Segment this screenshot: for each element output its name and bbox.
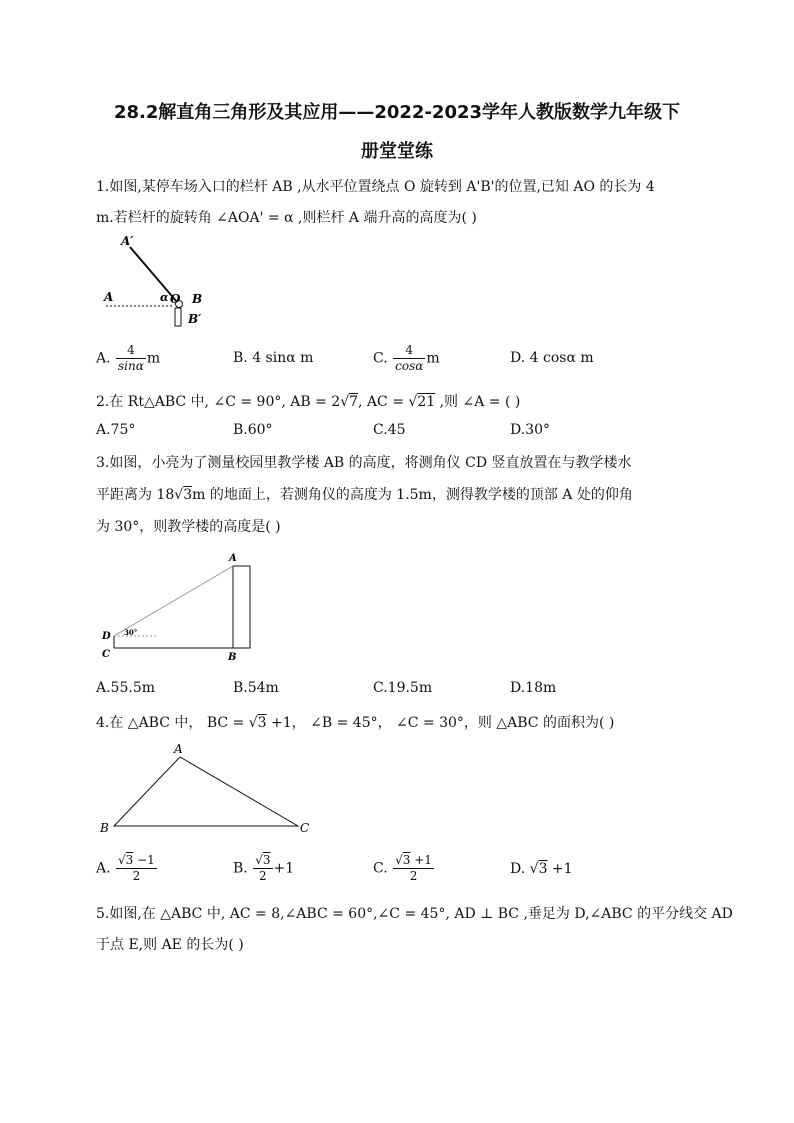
q4-option-c-numerator-rest: +1 [410, 853, 432, 867]
q1-option-a[interactable] [96, 343, 160, 374]
q4-option-d-rest: +1 [547, 861, 573, 877]
q4-option-c-radicand: 3 [402, 853, 411, 867]
q1-label-a-prime: A′ [121, 234, 134, 248]
q3-angle-label: 30° [124, 628, 138, 637]
q2-option-c[interactable]: C.45 [373, 422, 406, 438]
q1-option-a-unit: m [146, 350, 161, 367]
q3-label-c: C [102, 649, 110, 660]
q1-stem-line-1: 1.如图,某停车场入口的栏杆 AB ,从水平位置绕点 O 旋转到 A'B'的位置,已知 AO 的长为 4 [96, 179, 655, 195]
q3-stem-line-2: 平距离为 18√3m 的地面上，若测角仪的高度为 1.5m，测得教学楼的顶部 A 处的仰角 [96, 487, 633, 503]
q4-option-a-fraction [116, 853, 157, 884]
q1-option-a-numerator: 4 [116, 343, 146, 359]
title-line-1: 28.2解直角三角形及其应用——2022-2023学年人教版数学九年级下 [113, 102, 681, 123]
q4-option-d[interactable]: D. √3 +1 [510, 861, 573, 877]
q2-stem-part-2: , AC = [358, 394, 409, 410]
q4-option-c-label: C. [373, 860, 388, 877]
q1-label-o: O [170, 292, 181, 306]
q4-option-a-numerator: √3 −1 [118, 853, 155, 867]
q4-option-a-numerator-rest: −1 [133, 853, 155, 867]
q1-label-a: A [104, 290, 114, 304]
q4-stem-part-1: 4.在 △ABC 中， BC = [96, 715, 249, 731]
q3-option-c[interactable]: C.19.5m [373, 680, 433, 696]
q1-option-a-label: A. [96, 350, 111, 367]
q4-option-a-denominator: 2 [132, 869, 141, 883]
q3-label-b: B [228, 652, 237, 663]
q3-label-d: D [102, 631, 111, 642]
q1-option-c-unit: m [426, 350, 440, 367]
q4-option-c[interactable] [373, 853, 435, 884]
q1-option-a-fraction [116, 343, 146, 374]
q4-label-a: A [174, 742, 183, 756]
q1-label-alpha: α [160, 291, 169, 304]
q2-radicand-2: 21 [417, 394, 436, 410]
q4-option-a[interactable] [96, 853, 158, 884]
q4-label-b: B [100, 821, 109, 835]
q5-stem-line-2: 于点 E,则 AE 的长为( ) [96, 937, 244, 953]
q2-stem: 2.在 Rt△ABC 中, ∠C = 90°, AB = 2√7, AC = √21 ,则 ∠A = ( ) [96, 394, 521, 410]
q3-stem-line-3: 为 30°，则教学楼的高度是( ) [96, 519, 281, 535]
q4-label-c: C [300, 821, 310, 835]
q1-post [175, 308, 181, 326]
q1-figure [98, 232, 213, 332]
q4-option-b-numerator: √3 [255, 853, 271, 867]
q1-label-b-prime: B′ [188, 312, 202, 326]
q3-building [233, 566, 250, 648]
q1-option-b[interactable]: B. 4 sinα m [233, 350, 314, 366]
q4-triangle [114, 757, 298, 826]
q5-stem-line-1: 5.如图,在 △ABC 中, AC = 8,∠ABC = 60°,∠C = 45°, AD ⊥ BC ,垂足为 D,∠ABC 的平分线交 AD [96, 906, 733, 922]
q1-option-c-denominator: cosα [395, 359, 424, 373]
q2-stem-part-1: 2.在 Rt△ABC 中, ∠C = 90°, AB = 2 [96, 394, 341, 410]
q3-sight-line [114, 566, 233, 636]
q2-option-b[interactable]: B.60° [233, 422, 273, 438]
q1-option-a-denominator: sinα [118, 359, 144, 373]
q3-option-a[interactable]: A.55.5m [96, 680, 156, 696]
q1-option-c-label: C. [373, 350, 388, 367]
q4-radicand: 3 [257, 715, 267, 731]
q3-stem-line-2-pre: 平距离为 18 [96, 487, 175, 503]
q1-option-d[interactable]: D. 4 cosα m [510, 350, 594, 366]
q4-option-c-denominator: 2 [409, 869, 418, 883]
q3-option-d[interactable]: D.18m [510, 680, 557, 696]
q4-option-b-radicand: 3 [262, 853, 271, 867]
q1-option-c-fraction [393, 343, 425, 374]
q3-stem-line-1: 3.如图，小亮为了测量校园里教学楼 AB 的高度，将测角仪 CD 竖直放置在与教学楼水 [96, 455, 632, 471]
q4-option-b-fraction [253, 853, 272, 884]
q2-option-a[interactable]: A.75° [96, 422, 136, 438]
q3-label-a: A [229, 553, 237, 564]
q3-radicand: 3 [183, 487, 193, 503]
q4-option-a-radicand: 3 [125, 853, 134, 867]
q4-figure [98, 740, 318, 838]
q4-option-b-label: B. [233, 860, 248, 877]
q2-radicand-1: 7 [349, 394, 359, 410]
q1-stem-line-2: m.若栏杆的旋转角 ∠AOA' = α ,则栏杆 A 端升高的高度为( ) [96, 210, 477, 226]
q3-figure [98, 548, 258, 666]
q4-option-d-label: D. [510, 861, 526, 877]
q4-stem: 4.在 △ABC 中， BC = √3 +1， ∠B = 45°， ∠C = 30°，则 △ABC 的面积为( ) [96, 715, 615, 731]
q1-option-c-numerator: 4 [393, 343, 425, 359]
q4-option-c-fraction [393, 853, 434, 884]
q3-stem-line-2-post: m 的地面上，若测角仪的高度为 1.5m，测得教学楼的顶部 A 处的仰角 [192, 487, 633, 503]
q4-stem-part-2: +1， ∠B = 45°， ∠C = 30°，则 △ABC 的面积为( ) [266, 715, 615, 731]
q4-option-b-denominator: 2 [259, 869, 267, 883]
q2-stem-part-3: ,则 ∠A = ( ) [435, 394, 521, 410]
q4-option-b[interactable] [233, 853, 294, 884]
q4-option-b-rest: +1 [273, 860, 295, 877]
q2-option-d[interactable]: D.30° [510, 422, 550, 438]
q4-option-d-radicand: 3 [538, 861, 548, 877]
q3-option-b[interactable]: B.54m [233, 680, 279, 696]
q1-option-c[interactable] [373, 343, 440, 374]
q1-label-b: B [192, 292, 203, 306]
q4-option-c-numerator: √3 +1 [395, 853, 432, 867]
q4-option-a-label: A. [96, 860, 111, 877]
title-line-2: 册堂堂练 [361, 141, 433, 162]
